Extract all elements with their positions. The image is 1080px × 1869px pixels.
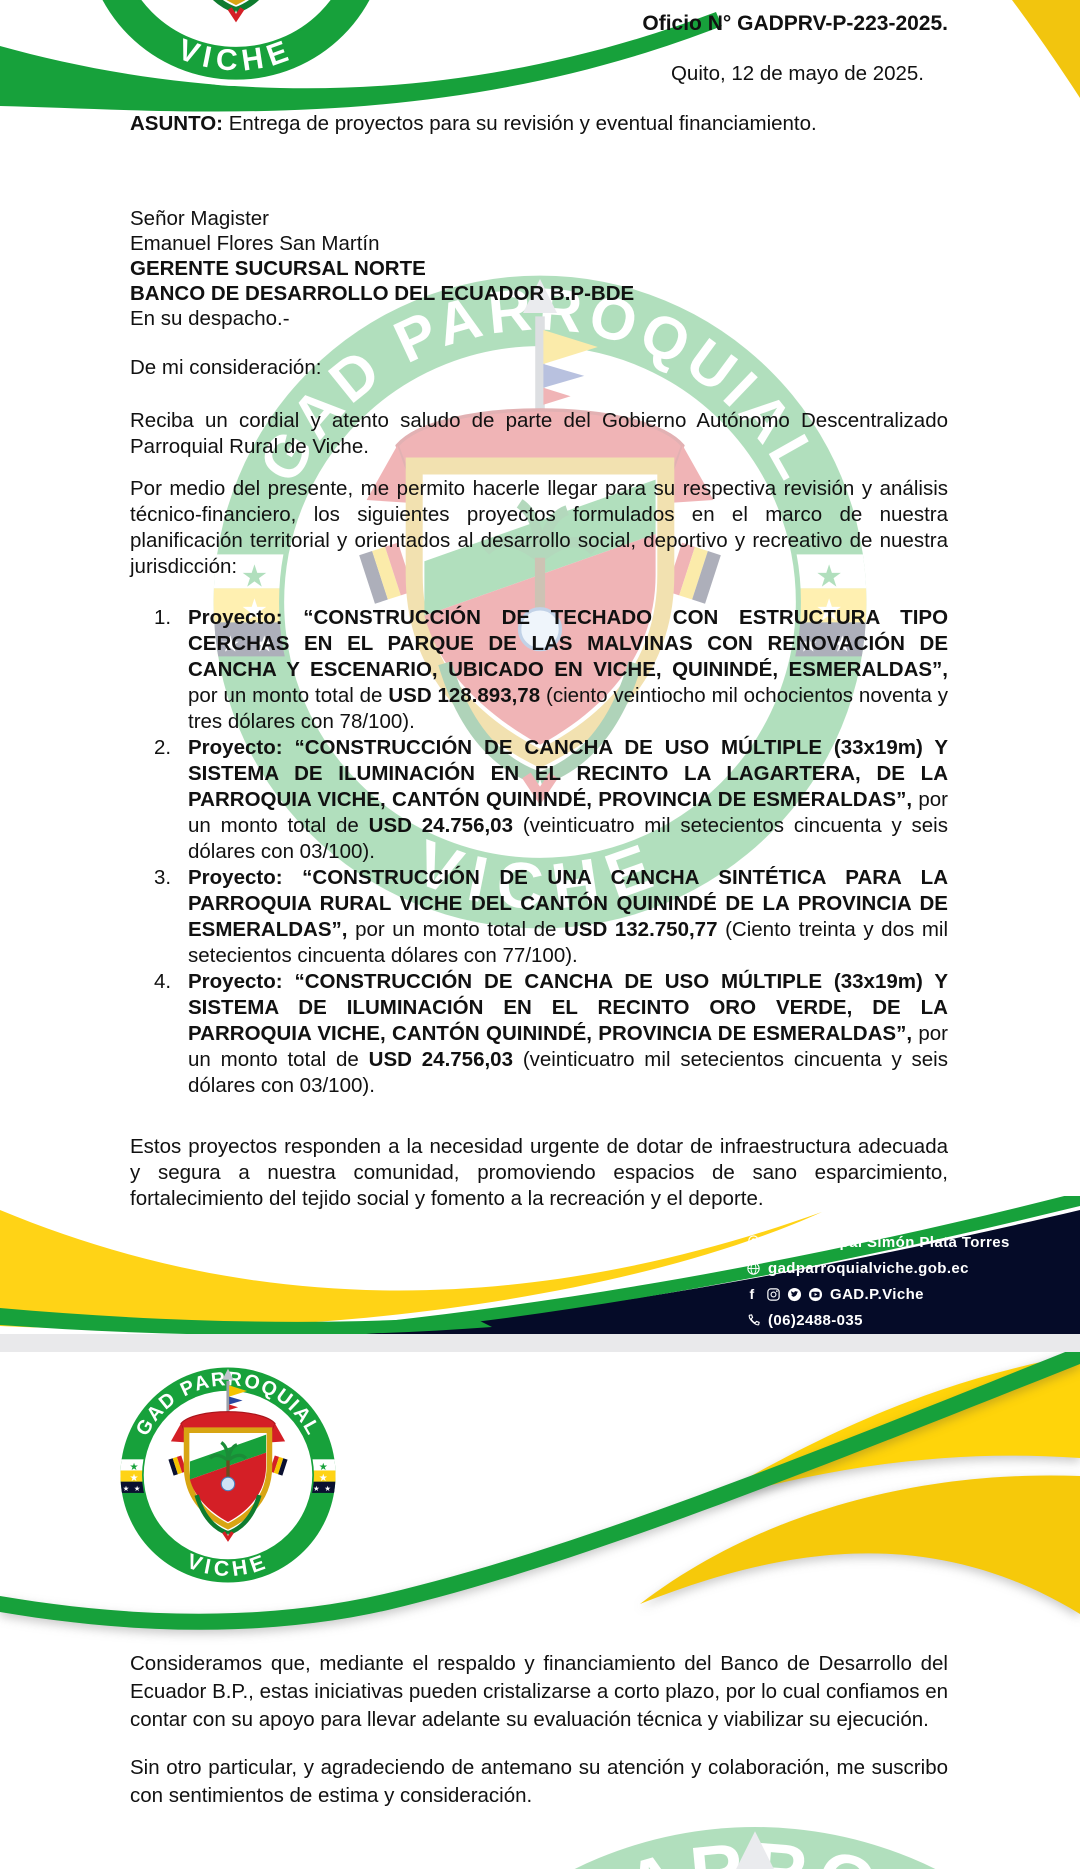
project-name: “CONSTRUCCIÓN DE UNA CANCHA SINTÉTICA PARA LA PARROQUIA RURAL VICHE DEL CANTÓN QUININDÉ DE LA PROVINCIA DE ESMERALDAS”, <box>188 866 949 941</box>
paragraph-request: Consideramos que, mediante el respaldo y financiamiento del Banco de Desarrollo del Ecuador B.P., estas iniciativas pueden cristalizarse a corto plazo, por lo cual confiamos en contar con su apoyo para llevar adelante su evaluación técnica y viabilizar su ejecución. <box>130 1652 948 1731</box>
recipient-office: En su despacho.- <box>130 307 290 330</box>
project-name: “CONSTRUCCIÓN DE CANCHA DE USO MÚLTIPLE (33x19m) Y SISTEMA DE ILUMINACIÓN EN EL RECINTO LA LAGARTERA, DE LA PARROQUIA VICHE, CANTÓN QUININDÉ, PROVINCIA DE ESMERALDAS”, <box>188 736 948 811</box>
project-item-2 <box>130 735 948 865</box>
project-number: 2. <box>154 736 172 759</box>
footer-website[interactable]: gadparroquialviche.gob.ec <box>768 1259 969 1277</box>
project-item-4 <box>130 969 948 1099</box>
project-amount-words: (ciento veintiocho mil ochocientos noventa y tres dólares con 78/100). <box>188 684 949 733</box>
project-number: 3. <box>154 866 172 889</box>
watermark-logo-page2 <box>330 1810 1080 1869</box>
recipient-title: Señor Magister <box>130 207 270 230</box>
footer-phone-row <box>744 1307 1010 1333</box>
project-mid: por un monto total de <box>188 1022 949 1071</box>
project-amount: USD 24.756,03 <box>368 1048 513 1071</box>
footer-address: Av. Principal Simón Plata Torres <box>768 1233 1010 1251</box>
footer-phone: (06)2488-035 <box>768 1311 863 1329</box>
project-amount: USD 24.756,03 <box>368 814 513 837</box>
project-label: Proyecto: <box>188 970 295 993</box>
subject-text: Entrega de proyectos para su revisión y eventual financiamiento. <box>223 112 817 135</box>
project-item-1 <box>130 605 948 735</box>
subject-label: ASUNTO: <box>130 112 224 135</box>
letter-body-page2 <box>130 1650 948 1810</box>
project-mid: por un monto total de <box>188 788 949 837</box>
youtube-icon[interactable] <box>807 1286 823 1302</box>
date-line: Quito, 12 de mayo de 2025. <box>670 62 924 85</box>
paragraph-greeting: Reciba un cordial y atento saludo de parte del Gobierno Autónomo Descentralizado Parroquial Rural de Viche. <box>130 409 948 458</box>
paragraph-closing: Sin otro particular, y agradeciendo de antemano su atención y colaboración, me suscribo con sentimientos de estima y consideración. <box>130 1756 948 1807</box>
recipient-position: GERENTE SUCURSAL NORTE <box>130 257 426 280</box>
gad-viche-logo-page2 <box>116 1363 340 1587</box>
salutation: De mi consideración: <box>130 356 322 379</box>
yellow-corner-wedge <box>1012 0 1080 98</box>
recipient-block <box>130 206 948 331</box>
footer-contact-block <box>744 1229 1010 1333</box>
footer-social-row <box>744 1281 1010 1307</box>
project-label: Proyecto: <box>188 866 303 889</box>
project-label: Proyecto: <box>188 736 295 759</box>
project-amount: USD 132.750,77 <box>564 918 718 941</box>
paragraph-intro: Por medio del presente, me permito hacerle llegar para su respectiva revisión y análisis técnico-financiero, los siguientes proyectos formulados en el marco de nuestra planificación territorial y orientados al desarrollo social, deportivo y recreativo de nuestra jurisdicción: <box>130 477 948 578</box>
oficio-reference: Oficio N° GADPRV-P-223-2025. <box>642 12 948 35</box>
project-label: Proyecto: <box>188 606 304 629</box>
project-name: “CONSTRUCCIÓN DE TECHADO CON ESTRUCTURA TIPO CERCHAS EN EL PARQUE DE LAS MALVINAS CON RENOVACIÓN DE CANCHA Y ESCENARIO, UBICADO EN VICHE, QUININDÉ, ESMERALDAS”, <box>188 606 949 681</box>
subject-line <box>130 111 948 137</box>
twitter-icon[interactable] <box>786 1286 802 1302</box>
project-amount-words: (Ciento treinta y dos mil setecientos cincuenta dólares con 77/100). <box>188 918 949 967</box>
recipient-name: Emanuel Flores San Martín <box>130 232 380 255</box>
letter-body-page1 <box>130 0 948 1212</box>
location-pin-icon <box>744 1234 762 1250</box>
project-number: 1. <box>154 606 172 629</box>
phone-icon <box>744 1312 762 1328</box>
project-list <box>130 605 948 1099</box>
instagram-icon[interactable] <box>765 1286 781 1302</box>
footer-address-row <box>744 1229 1010 1255</box>
project-amount-words: (veinticuatro mil setecientos cincuenta y seis dólares con 03/100). <box>188 814 948 863</box>
recipient-institution: BANCO DE DESARROLLO DEL ECUADOR B.P-BDE <box>130 282 635 305</box>
project-mid: por un monto total de <box>188 684 389 707</box>
page-separator-strip <box>0 1334 1080 1352</box>
social-icons <box>744 1286 823 1302</box>
facebook-icon[interactable]: f <box>749 1286 755 1302</box>
project-amount-words: (veinticuatro mil setecientos cincuenta y seis dólares con 03/100). <box>188 1048 948 1097</box>
globe-icon <box>744 1260 762 1276</box>
project-number: 4. <box>154 970 172 993</box>
project-amount: USD 128.893,78 <box>388 684 541 707</box>
project-mid: por un monto total de <box>347 918 564 941</box>
paragraph-justification: Estos proyectos responden a la necesidad urgente de dotar de infraestructura adecuada y segura a nuestra comunidad, promoviendo espacios de sano esparcimiento, fortalecimiento del tejido social y fomento a la recreación y el deporte. <box>130 1135 948 1210</box>
footer-social-handle: GAD.P.Viche <box>830 1285 924 1303</box>
project-item-3 <box>130 865 948 969</box>
project-name: “CONSTRUCCIÓN DE CANCHA DE USO MÚLTIPLE (33x19m) Y SISTEMA DE ILUMINACIÓN EN EL RECINTO ORO VERDE, DE LA PARROQUIA VICHE, CANTÓN QUININDÉ, PROVINCIA DE ESMERALDAS”, <box>188 970 948 1045</box>
footer-website-row <box>744 1255 1010 1281</box>
